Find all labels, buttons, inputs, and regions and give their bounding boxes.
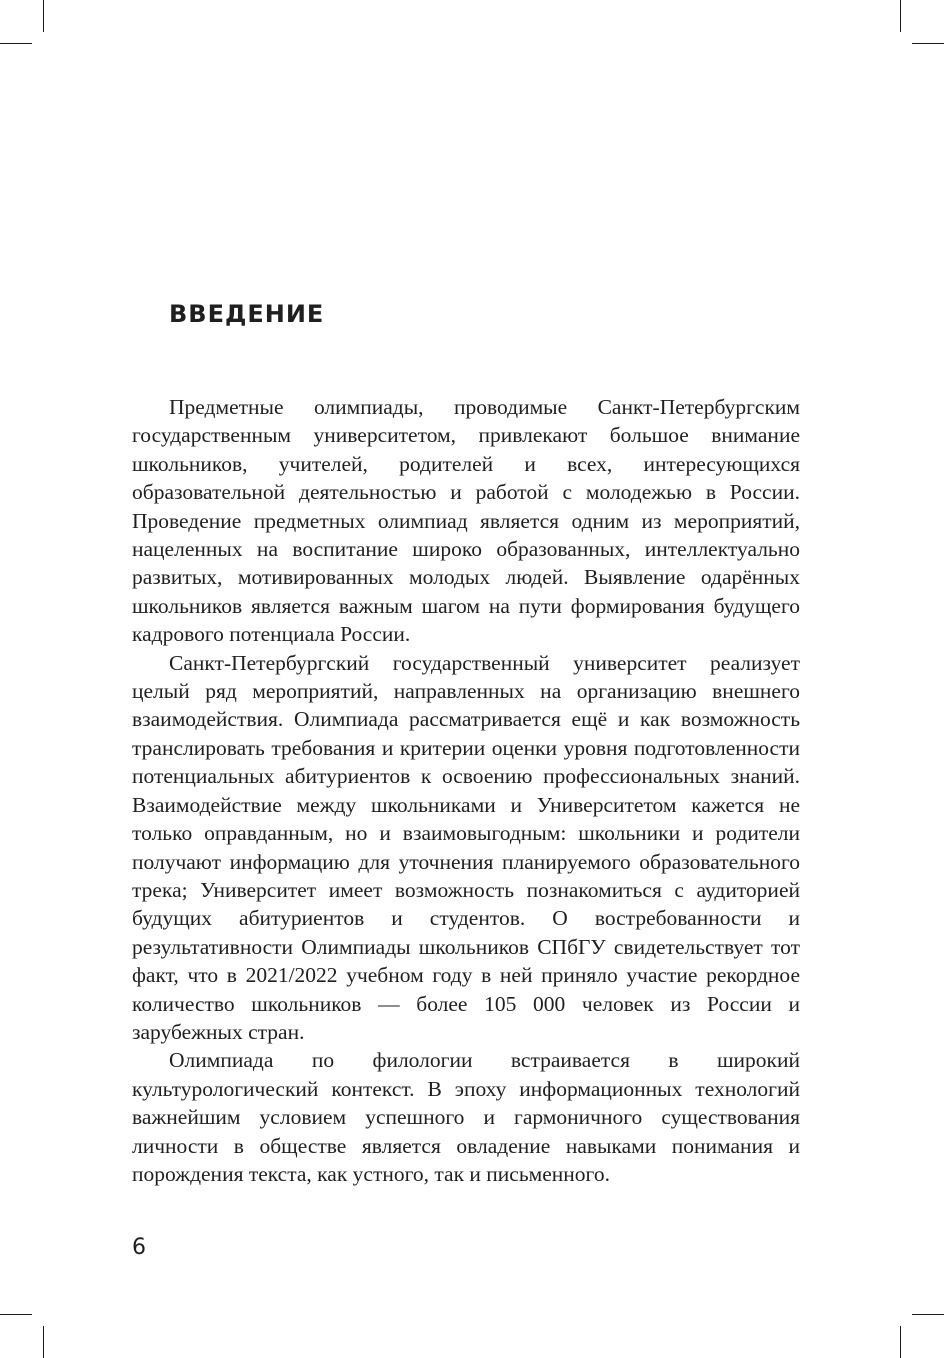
- body-text: [132, 393, 800, 1188]
- page-title: ВВЕДЕНИЕ: [169, 300, 325, 328]
- crop-mark-bottom-left-vertical: [43, 1326, 44, 1358]
- crop-mark-bottom-right-horizontal: [912, 1314, 944, 1315]
- crop-mark-bottom-right-vertical: [900, 1326, 901, 1358]
- crop-mark-top-right-horizontal: [912, 43, 944, 44]
- paragraph-1: Предметные олимпиады, проводимые Санкт-Петербургским государственным университетом, привлекают большое внимание школьников, учителей, родителей и всех, интересующихся образовательной деятельностью и работой с молодежью в России. Проведение предметных олимпиад является одним из мероприятий, нацеленных на воспитание широко образованных, интеллектуально развитых, мотивированных молодых людей. Выявление одарённых школьников является важным шагом на пути формирования будущего кадрового потенциала России.: [132, 395, 800, 647]
- crop-mark-top-left-vertical: [43, 0, 44, 32]
- page-number: 6: [132, 1235, 146, 1260]
- crop-mark-top-right-vertical: [900, 0, 901, 32]
- paragraph-3: Олимпиада по филологии встраивается в широкий культурологический контекст. В эпоху информационных технологий важнейшим условием успешного и гармоничного существования личности в обществе является овладение навыками понимания и порождения текста, как устного, так и письменного.: [132, 1048, 800, 1186]
- crop-mark-bottom-left-horizontal: [0, 1314, 32, 1315]
- paragraph-2: Санкт-Петербургский государственный университет реализует целый ряд мероприятий, направленных на организацию внешнего взаимодействия. Олимпиада рассматривается ещё и как возможность транслировать требования и критерии оценки уровня подготовленности потенциальных абитуриентов к освоению профессиональных знаний. Взаимодействие между школьниками и Университетом кажется не только оправданным, но и взаимовыгодным: школьники и родители получают информацию для уточнения планируемого образовательного трека; Университет имеет возможность познакомиться с аудиторией будущих абитуриентов и студентов. О востребованности и результативности Олимпиады школьников СПбГУ свидетельствует тот факт, что в 2021/2022 учебном году в ней приняло участие рекордное количество школьников — более 105 000 человек из России и зарубежных стран.: [132, 650, 800, 1044]
- crop-mark-top-left-horizontal: [0, 43, 32, 44]
